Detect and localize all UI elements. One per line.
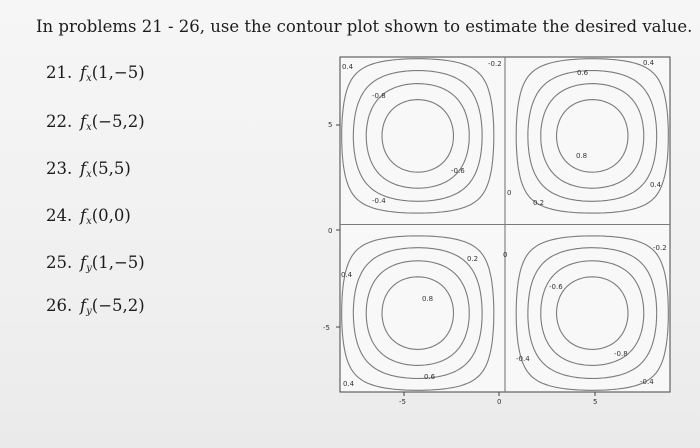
- contour-label: -0.8: [372, 92, 386, 100]
- problem-number: 22.: [46, 112, 73, 131]
- problem-number: 24.: [46, 206, 73, 225]
- problem-25: [46, 253, 145, 274]
- contour-label: 0: [503, 251, 508, 259]
- problem-26: [46, 296, 145, 317]
- contour-label: 0: [507, 189, 512, 197]
- function-symbol: f: [80, 63, 87, 82]
- function-symbol: f: [80, 112, 87, 131]
- contour-label: -0.4: [640, 378, 654, 386]
- contour-label: -0.2: [653, 244, 667, 252]
- contour-label: -0.6: [549, 283, 563, 291]
- evaluation-point: (−5,2): [91, 112, 145, 131]
- problem-number: 23.: [46, 159, 73, 178]
- evaluation-point: (1,−5): [91, 253, 145, 272]
- problem-number: 25.: [46, 253, 73, 272]
- contour-label: 0.8: [422, 295, 434, 303]
- problem-24: [46, 206, 131, 227]
- contour-label: 0.6: [577, 69, 589, 77]
- partial-subscript: y: [86, 263, 92, 274]
- contour-label: -0.8: [614, 350, 628, 358]
- contour-label: 0.2: [533, 199, 545, 207]
- y-tick-label: 5: [328, 121, 333, 129]
- partial-subscript: x: [86, 73, 92, 84]
- function-symbol: f: [80, 159, 87, 178]
- contour-label: -0.4: [372, 197, 386, 205]
- function-symbol: f: [80, 253, 87, 272]
- contour-label: -0.6: [451, 167, 465, 175]
- function-symbol: f: [80, 296, 87, 315]
- contour-plot: [310, 52, 690, 412]
- contour-label: 0.4: [643, 59, 655, 67]
- problem-number: 21.: [46, 63, 73, 82]
- problem-number: 26.: [46, 296, 73, 315]
- function-symbol: f: [80, 206, 87, 225]
- partial-subscript: x: [86, 169, 92, 180]
- evaluation-point: (1,−5): [91, 63, 145, 82]
- x-tick-label: 0: [497, 398, 502, 406]
- partial-subscript: y: [86, 306, 92, 317]
- evaluation-point: (5,5): [91, 159, 131, 178]
- x-tick-label: -5: [399, 398, 406, 406]
- contour-label: 0.4: [650, 181, 662, 189]
- contour-label: 0.4: [341, 271, 353, 279]
- contour-label: 0.4: [343, 380, 355, 388]
- contour-label: 0.6: [424, 373, 436, 381]
- partial-subscript: x: [86, 122, 92, 133]
- instructions-heading: In problems 21 - 26, use the contour plot shown to estimate the desired value.: [36, 17, 693, 36]
- problem-22: [46, 112, 145, 133]
- y-tick-label: 0: [328, 227, 333, 235]
- problem-21: [46, 63, 145, 84]
- y-tick-label: -5: [323, 324, 330, 332]
- contour-label: 0.2: [467, 255, 479, 263]
- evaluation-point: (0,0): [91, 206, 131, 225]
- contour-label: 0.4: [342, 63, 354, 71]
- partial-subscript: x: [86, 216, 92, 227]
- evaluation-point: (−5,2): [91, 296, 145, 315]
- contour-label: 0.8: [576, 152, 588, 160]
- contour-label: -0.2: [488, 60, 502, 68]
- problem-23: [46, 159, 131, 180]
- x-tick-label: 5: [593, 398, 598, 406]
- contour-label: -0.4: [516, 355, 530, 363]
